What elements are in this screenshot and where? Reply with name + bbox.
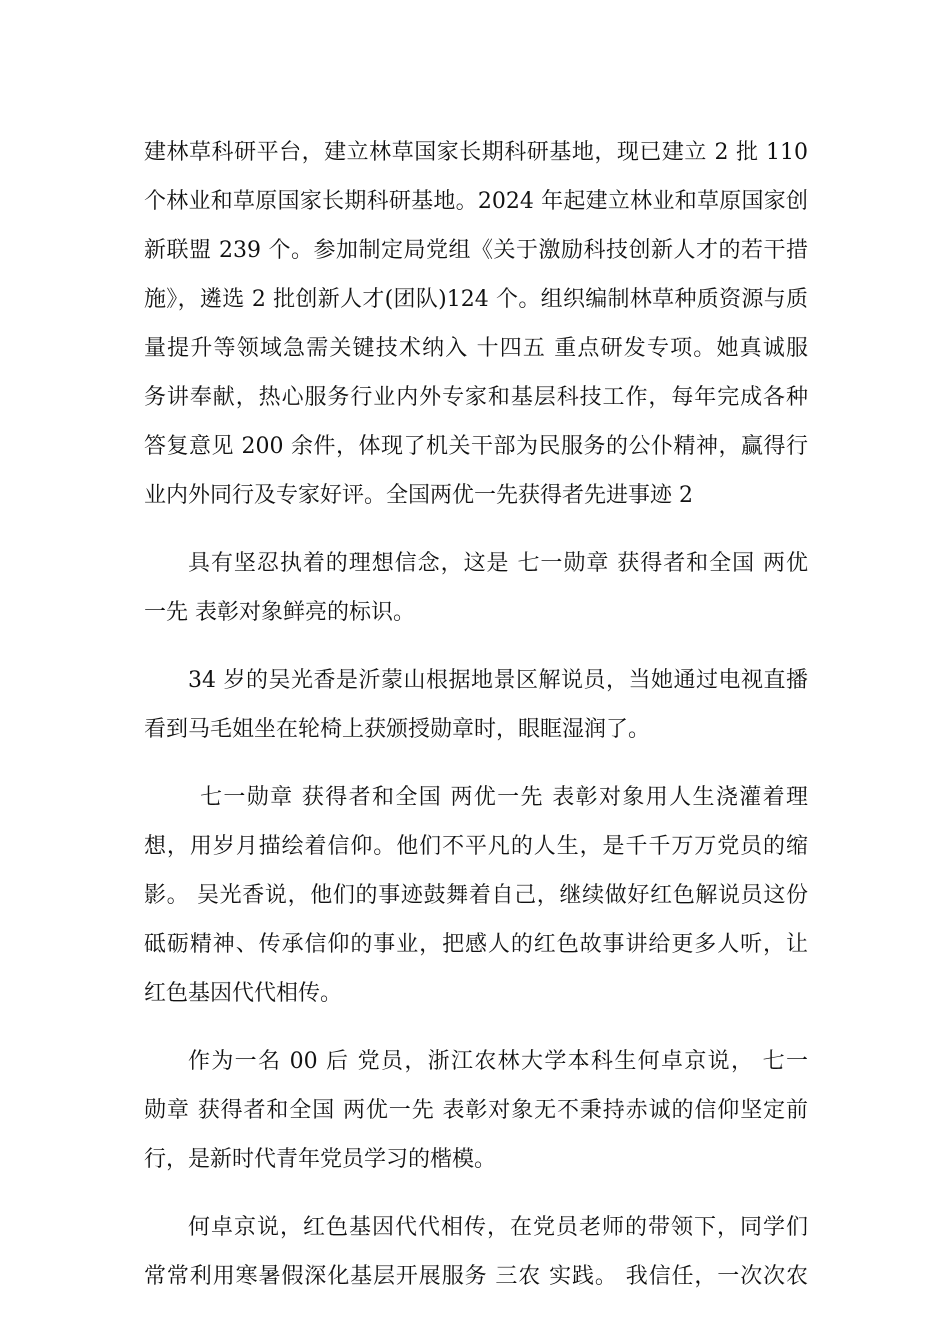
text-line: 具有坚忍执着的理想信念，这是 七一勋章 获得者和全国 两优	[188, 551, 808, 576]
text-line: 想，用岁月描绘着信仰。他们不平凡的人生，是千千万万党员的缩	[144, 834, 808, 859]
paragraph-5	[144, 1037, 808, 1184]
text-line: 作为一名 00 后 党员，浙江农林大学本科生何卓京说， 七一	[188, 1049, 808, 1074]
text-line: 建林草科研平台，建立林草国家长期科研基地，现已建立 2 批 110	[144, 140, 808, 165]
text-line: 业内外同行及专家好评。全国两优一先获得者先进事迹 2	[144, 483, 693, 508]
text-line: 何卓京说，红色基因代代相传，在党员老师的带领下，同学们	[188, 1215, 808, 1240]
text-line: 个林业和草原国家长期科研基地。2024 年起建立林业和草原国家创	[144, 189, 808, 214]
document-body	[144, 128, 808, 1301]
text-line: 砥砺精神、传承信仰的事业，把感人的红色故事讲给更多人听，让	[144, 932, 808, 957]
text-line: 施》，遴选 2 批创新人才(团队)124 个。组织编制林草种质资源与质	[144, 287, 808, 312]
text-line: 红色基因代代相传。	[144, 981, 343, 1006]
text-line: 影。 吴光香说，他们的事迹鼓舞着自己，继续做好红色解说员这份	[144, 883, 808, 908]
text-line: 答复意见 200 余件，体现了机关干部为民服务的公仆精神，赢得行	[144, 434, 808, 459]
paragraph-1	[144, 128, 808, 520]
paragraph-6	[144, 1203, 808, 1301]
text-line: 常常利用寒暑假深化基层开展服务 三农 实践。 我信任，一次次农	[144, 1264, 808, 1289]
text-line: 34 岁的吴光香是沂蒙山根据地景区解说员，当她通过电视直播	[188, 668, 808, 693]
text-line: 一先 表彰对象鲜亮的标识。	[144, 600, 415, 625]
paragraph-3	[144, 656, 808, 754]
text-line: 行，是新时代青年党员学习的楷模。	[144, 1147, 497, 1172]
text-line: 务讲奉献，热心服务行业内外专家和基层科技工作，每年完成各种	[144, 385, 808, 410]
text-line: 看到马毛姐坐在轮椅上获颁授勋章时，眼眶湿润了。	[144, 717, 651, 742]
text-line: 量提升等领域急需关键技术纳入 十四五 重点研发专项。她真诚服	[144, 336, 808, 361]
paragraph-4	[144, 773, 808, 1018]
text-line: 七一勋章 获得者和全国 两优一先 表彰对象用人生浇灌着理	[200, 785, 808, 810]
paragraph-2	[144, 539, 808, 637]
text-line: 勋章 获得者和全国 两优一先 表彰对象无不秉持赤诚的信仰坚定前	[144, 1098, 808, 1123]
text-line: 新联盟 239 个。参加制定局党组《关于激励科技创新人才的若干措	[144, 238, 808, 263]
